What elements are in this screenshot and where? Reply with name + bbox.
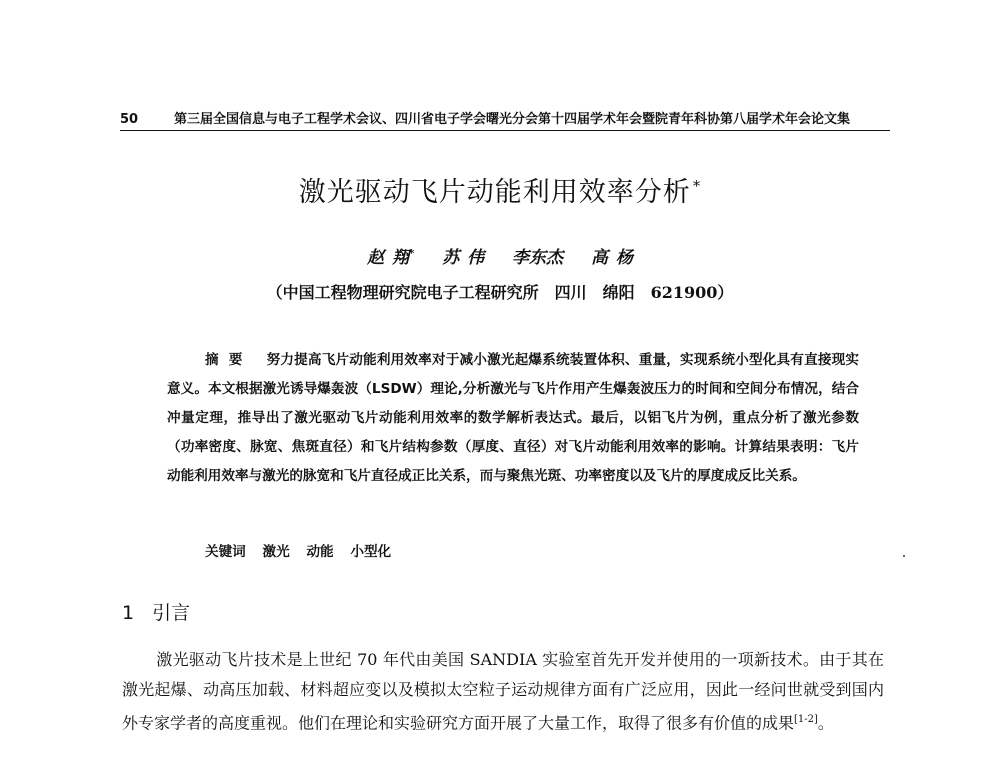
keywords-label: 关键词 — [205, 544, 246, 560]
section-heading — [122, 598, 190, 625]
keyword: 小型化 — [350, 544, 392, 560]
author: 高 杨 — [590, 248, 633, 268]
author: 苏 伟 — [442, 248, 485, 268]
journal-name: 第三届全国信息与电子工程学术会议、四川省电子学会曙光分会第十四届学术年会暨院青年科协第八届学术年会论文集 — [174, 112, 851, 127]
keyword: 激光 — [262, 544, 290, 560]
abstract-text: 努力提高飞片动能利用效率对于减小激光起爆系统装置体积、重量，实现系统小型化具有直接现实意义。本文根据激光诱导爆轰波（LSDW）理论,分析激光与飞片作用产生爆轰波压力的时间和空间分布情况，结合冲量定理，推导出了激光驱动飞片动能利用效率的数学解析表达式。最后，以铝飞片为例，重点分析了激光参数（功率密度、脉宽、焦斑直径）和飞片结构参数（厚度、直径）对飞片动能利用效率的影响。计算结果表明：飞片动能利用效率与激光的脉宽和飞片直径成正比关系，而与聚焦光斑、功率密度以及飞片的厚度成反比关系。 — [167, 352, 860, 484]
author: 赵 翔* — [367, 248, 415, 268]
section-title: 引言 — [152, 602, 191, 624]
title-footnote-mark: * — [692, 177, 702, 195]
citation: [1-2] — [794, 714, 818, 725]
affiliation: （中国工程物理研究院电子工程研究所 四川 绵阳 621900） — [266, 283, 734, 302]
author-list — [0, 243, 1000, 268]
running-header — [120, 108, 890, 131]
abstract-label: 摘要 — [205, 352, 253, 368]
abstract — [167, 346, 859, 491]
page-number: 50 — [120, 112, 139, 127]
intro-paragraph: 激光驱动飞片技术是上世纪 70 年代由美国 SANDIA 实验室首先开发并使用的一项新技术。由于其在激光起爆、动高压加载、材料超应变以及模拟太空粒子运动规律方面有广泛应用，因此一经问世就受到国内外专家学者的高度重视。他们在理论和实验研究方面开展了大量工作，取得了很多有价值的成果[1-2]。 — [122, 650, 884, 733]
intro-text: 激光驱动飞片技术是上世纪 70 年代由美国 SANDIA 实验室首先开发并使用的一项新技术。由于其在激光起爆、动高压加载、材料超应变以及模拟太空粒子运动规律方面有广泛应用，因此一经问世就受到国内外专家学者的高度重视。他们在理论和实验研究方面开展了大量工作，取得了很多有价值的成果 — [122, 650, 884, 733]
title-text: 激光驱动飞片动能利用效率分析 — [298, 177, 691, 208]
paper-title — [0, 170, 1000, 209]
keyword: 动能 — [306, 544, 334, 560]
keywords — [205, 540, 403, 560]
scan-speck — [903, 555, 905, 557]
author: 李东杰 — [512, 248, 564, 268]
section-number: 1 — [122, 602, 135, 624]
